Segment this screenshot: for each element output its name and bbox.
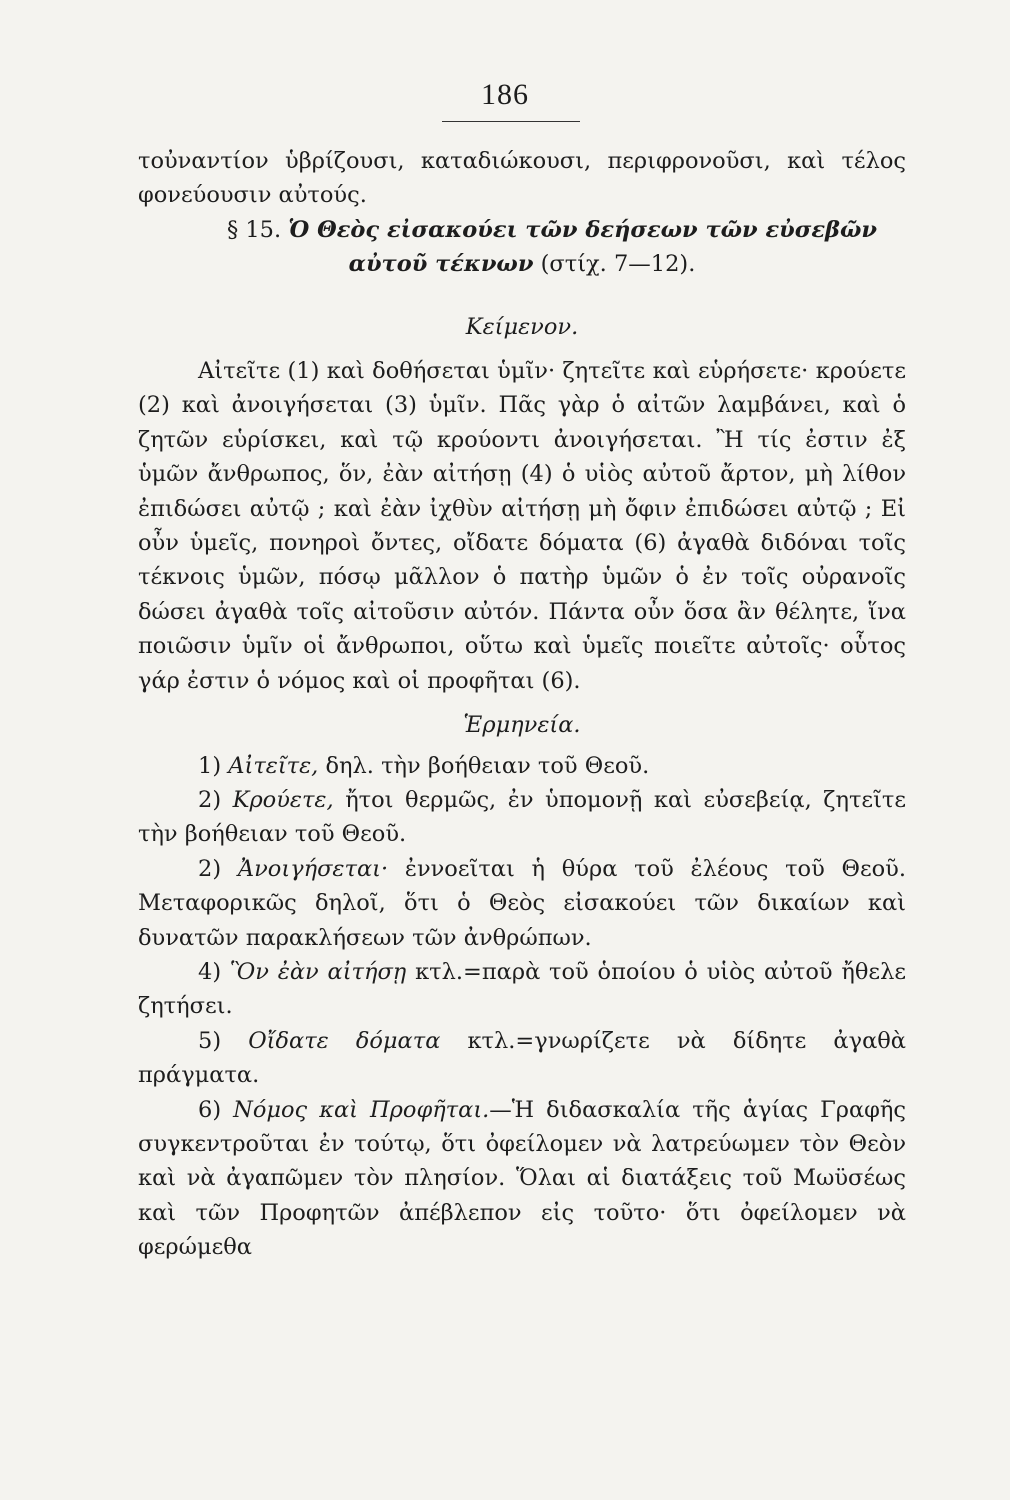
section-title: Ὁ Θεὸς εἰσακούει τῶν δεήσεων τῶν εὐσεβῶν αὐτοῦ τέκνων <box>288 216 878 278</box>
header-rule <box>442 121 580 122</box>
section-number: § 15. <box>226 216 282 243</box>
section-heading <box>138 213 906 282</box>
commentary-heading: Ἑρμηνεία. <box>463 712 581 739</box>
note-4: 4) Ὃν ἐὰν αἰτήσῃ κτλ.=παρὰ τοῦ ὁποίου ὁ υἱὸς αὐτοῦ ἤθελε ζητήσει. <box>138 958 906 1020</box>
section-reference: (στίχ. 7—12). <box>540 251 696 278</box>
text-heading: Κείμενον. <box>465 313 579 340</box>
opening-paragraph: τοὐναντίον ὑβρίζουσι, καταδιώκουσι, περιφρονοῦσι, καὶ τέλος φονεύουσιν αὐτούς. <box>138 148 906 209</box>
note-6: 6) Νόμος καὶ Προφῆται.—Ἡ διδασκαλία τῆς ἁγίας Γραφῆς συγκεντροῦται ἐν τούτῳ, ὅτι ὀφείλομεν νὰ λατρεύωμεν τὸν Θεὸν καὶ νὰ ἀγαπῶμεν τὸν πλησίον. Ὅλαι αἱ διατάξεις τοῦ Μωϋσέως καὶ τῶν Προφητῶν ἀπέβλεπον εἰς τοῦτο· ὅτι ὀφείλομεν νὰ φερώμεθα <box>138 1096 907 1261</box>
note-5: 5) Οἴδατε δόματα κτλ.=γνωρίζετε νὰ δίδητε ἀγαθὰ πράγματα. <box>138 1027 906 1089</box>
note-1: 1) Αἰτεῖτε, δηλ. τὴν βοήθειαν τοῦ Θεοῦ. <box>198 752 650 779</box>
page-body <box>138 144 906 1265</box>
scripture-text: Αἰτεῖτε (1) καὶ δοθήσεται ὑμῖν· ζητεῖτε καὶ εὑρήσετε· κρούετε (2) καὶ ἀνοιγήσεται (3) ὑμῖν. Πᾶς γὰρ ὁ αἰτῶν λαμβάνει, καὶ ὁ ζητῶν εὑρίσκει, καὶ τῷ κρούοντι ἀνοιγήσεται. Ἢ τίς ἐστιν ἐξ ὑμῶν ἄνθρωπος, ὅν, ἐὰν αἰτήσῃ (4) ὁ υἱὸς αὐτοῦ ἄρτον, μὴ λίθον ἐπιδώσει αὐτῷ ; καὶ ἐὰν ἰχθὺν αἰτήσῃ μὴ ὄφιν ἐπιδώσει αὐτῷ ; Εἰ οὖν ὑμεῖς, πονηροὶ ὄντες, οἴδατε δόματα (6) ἀγαθὰ διδόναι τοῖς τέκνοις ὑμῶν, πόσῳ μᾶλλον ὁ πατὴρ ὑμῶν ὁ ἐν τοῖς οὐρανοῖς δώσει ἀγαθὰ τοῖς αἰτοῦσιν αὐτόν. Πάντα οὖν ὅσα ἂν θέλητε, ἵνα ποιῶσιν ὑμῖν οἱ ἄνθρωποι, οὕτω καὶ ὑμεῖς ποιεῖτε αὐτοῖς· οὗτος γάρ ἐστιν ὁ νόμος καὶ οἱ προφῆται (6). <box>138 358 906 694</box>
note-2: 2) Κρούετε, ἤτοι θερμῶς, ἐν ὑπομονῇ καὶ εὐσεβείᾳ, ζητεῖτε τὴν βοήθειαν τοῦ Θεοῦ. <box>138 786 906 848</box>
note-3: 2) Ἀνοιγήσεται· ἐννοεῖται ἡ θύρα τοῦ ἐλέους τοῦ Θεοῦ. Μεταφορικῶς δηλοῖ, ὅτι ὁ Θεὸς εἰσακούει τῶν δικαίων καὶ δυνατῶν παρακλήσεων τῶν ἀνθρώπων. <box>138 855 907 951</box>
page-number: 186 <box>481 78 529 111</box>
